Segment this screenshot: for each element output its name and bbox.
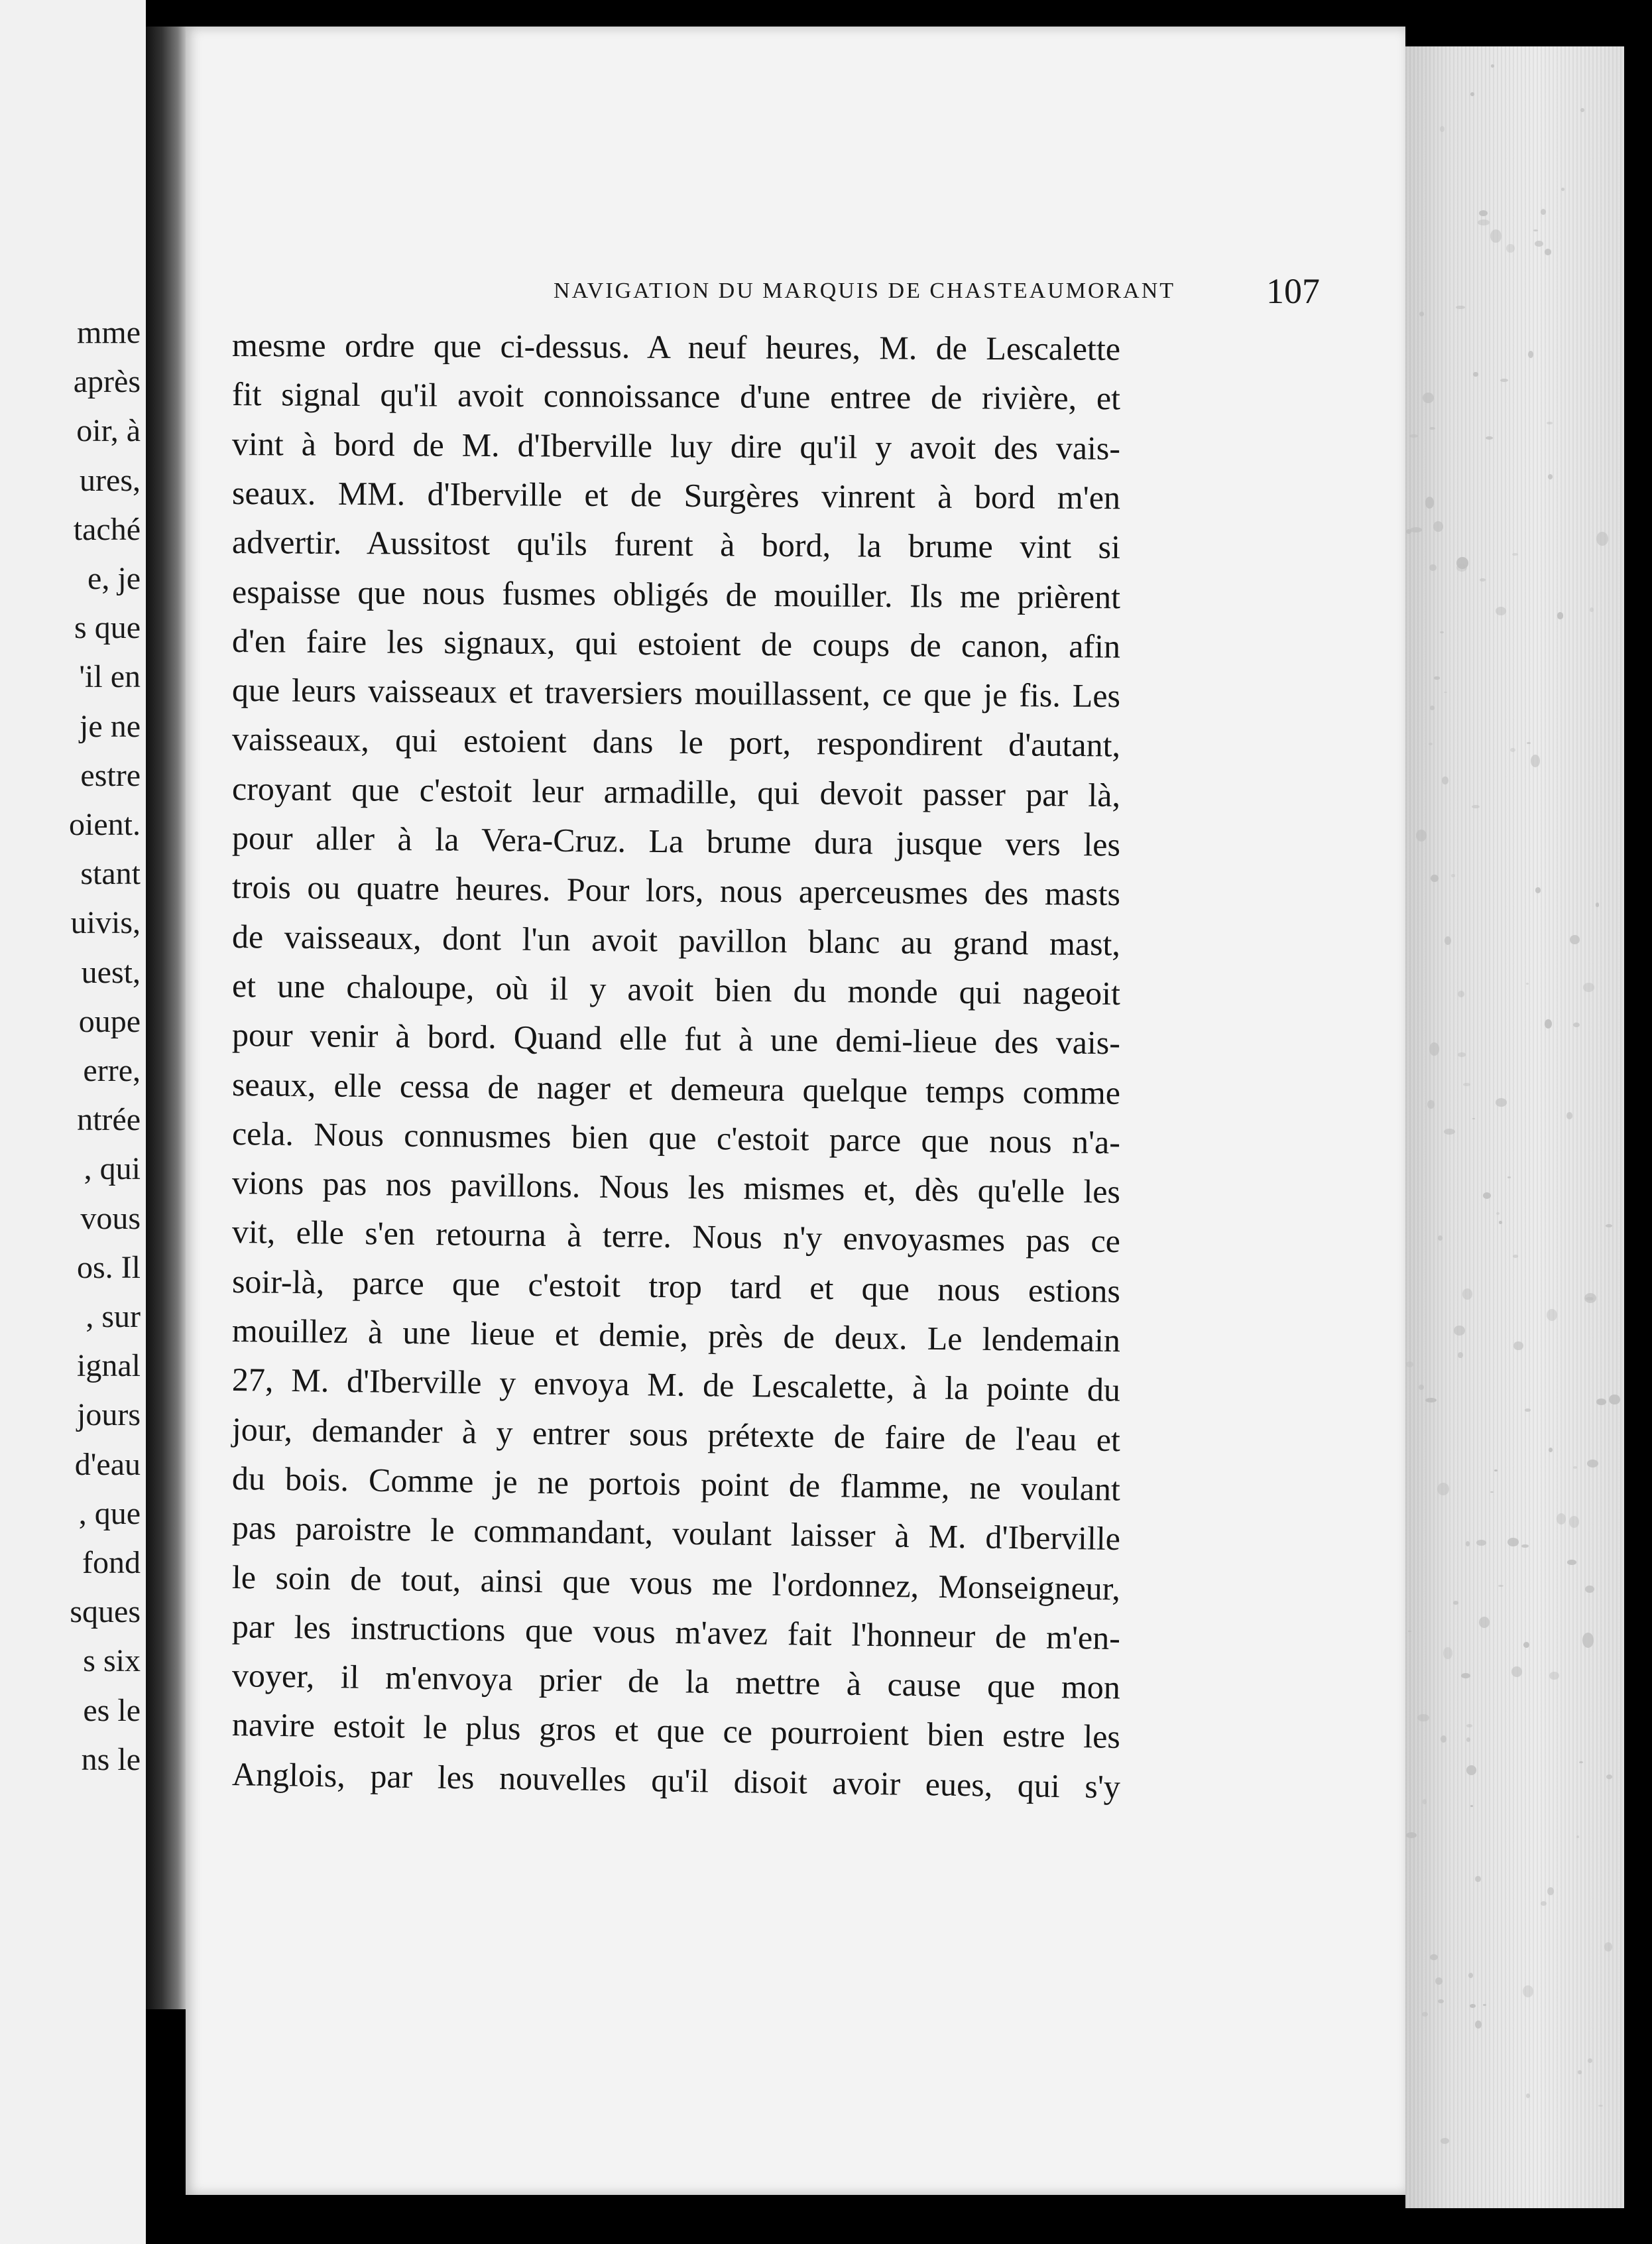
paper-speck	[1433, 521, 1443, 531]
paper-speck	[1547, 422, 1553, 424]
paper-speck	[1408, 1631, 1411, 1633]
paper-speck	[1458, 1352, 1463, 1358]
paper-speck	[1490, 229, 1502, 243]
paper-speck	[1470, 2004, 1476, 2008]
paper-speck	[1483, 2004, 1486, 2006]
paper-speck	[1557, 612, 1564, 619]
paper-speck	[1596, 903, 1599, 906]
paper-speck	[1483, 1192, 1491, 1199]
facing-page-line: stant	[80, 856, 141, 892]
paper-speck	[1479, 210, 1488, 216]
book-gutter	[146, 27, 186, 2009]
text-line: le soin de tout, ainsi que vous me l'ordonnez, Monseigneur,	[231, 1558, 1121, 1607]
book-page	[186, 27, 1405, 2195]
text-line: espaisse que nous fusmes obligés de mouiller. Ils me prièrent	[231, 572, 1121, 615]
paper-speck	[1585, 1586, 1594, 1593]
paper-speck	[1499, 1221, 1502, 1225]
paper-speck	[1549, 1672, 1559, 1680]
paper-speck	[1478, 219, 1489, 225]
paper-speck	[1476, 1540, 1486, 1546]
text-line: advertir. Aussitost qu'ils furent à bord, la brume vint si	[231, 523, 1121, 566]
paper-speck	[1527, 742, 1531, 744]
text-line: vit, elle s'en retourna à terre. Nous n'y envoyasmes pas ce	[231, 1213, 1121, 1260]
paper-speck	[1496, 1098, 1507, 1107]
paper-speck	[1566, 1112, 1572, 1119]
paper-speck	[1604, 1942, 1612, 1952]
text-line: fit signal qu'il avoit connoissance d'une entree de rivière, et	[231, 375, 1121, 417]
paper-speck	[1406, 1832, 1417, 1838]
paper-speck	[1416, 830, 1427, 842]
paper-speck	[1498, 1585, 1504, 1587]
facing-page-line: s que	[74, 610, 141, 646]
paper-speck	[1576, 1836, 1579, 1838]
paper-speck	[1475, 2021, 1482, 2028]
paper-speck	[1435, 1977, 1443, 1985]
paper-speck	[1451, 874, 1454, 877]
paper-speck	[1496, 1212, 1499, 1215]
paper-speck	[1512, 553, 1518, 556]
book-fore-edge	[1405, 46, 1624, 2208]
text-line: et une chaloupe, où il y avoit bien du monde qui nageoit	[231, 966, 1121, 1012]
paper-speck	[1557, 1513, 1566, 1524]
paper-speck	[1461, 1673, 1470, 1678]
text-line: croyant que c'estoit leur armadille, qui devoit passer par là,	[231, 769, 1121, 814]
facing-page-line: mme	[77, 315, 141, 350]
paper-speck	[1513, 1341, 1523, 1350]
facing-page-line: ns le	[81, 1741, 141, 1777]
paper-speck	[1466, 1541, 1470, 1546]
text-line: seaux, elle cessa de nager et demeura quelque temps comme	[231, 1065, 1121, 1111]
facing-page-line: uivis,	[70, 905, 141, 941]
paper-speck	[1523, 1642, 1529, 1648]
paper-speck	[1406, 1361, 1413, 1367]
text-line: navire estoit le plus gros et que ce pourroient bien estre les	[231, 1706, 1121, 1756]
paper-speck	[1463, 1083, 1470, 1086]
paper-speck	[1422, 2012, 1428, 2017]
facing-page-line: fond	[82, 1545, 141, 1580]
text-line: 27, M. d'Iberville y envoya M. de Lescalette, à la pointe du	[231, 1361, 1121, 1408]
paper-speck	[1569, 1516, 1579, 1528]
facing-page-line: , qui	[84, 1151, 141, 1187]
paper-speck	[1549, 1448, 1553, 1452]
paper-speck	[1429, 1042, 1439, 1056]
paper-speck	[1453, 1601, 1458, 1605]
paper-speck	[1535, 887, 1540, 893]
facing-page-line: es le	[83, 1692, 141, 1728]
paper-speck	[1526, 983, 1529, 985]
paper-speck	[1472, 805, 1480, 808]
facing-page-line: oient.	[69, 807, 141, 842]
paper-speck	[1590, 607, 1594, 612]
facing-page-line: ures,	[80, 462, 141, 498]
paper-speck	[1573, 1023, 1580, 1027]
paper-speck	[1609, 1395, 1620, 1405]
text-line: cela. Nous connusmes bien que c'estoit parce que nous n'a-	[231, 1114, 1121, 1161]
text-line: vint à bord de M. d'Iberville luy dire qu'il y avoit des vais-	[231, 424, 1121, 467]
facing-page-line: oupe	[78, 1003, 141, 1039]
paper-speck	[1541, 1901, 1547, 1906]
paper-speck	[1587, 1460, 1598, 1467]
paper-speck	[1596, 1399, 1606, 1405]
paper-speck	[1441, 2138, 1449, 2144]
facing-page-line: , que	[78, 1495, 141, 1531]
paper-speck	[1486, 436, 1493, 440]
paper-speck	[1490, 1491, 1494, 1493]
paper-speck	[1462, 1288, 1472, 1300]
paper-speck	[1442, 777, 1448, 784]
paper-speck	[1491, 64, 1495, 68]
paper-speck	[1470, 92, 1475, 96]
paper-speck	[1429, 564, 1437, 571]
text-line: du bois. Comme je ne portois point de flamme, ne voulant	[231, 1459, 1121, 1508]
paper-speck	[1606, 1775, 1612, 1779]
paper-speck	[1466, 1737, 1470, 1742]
facing-page-line: je ne	[80, 708, 141, 744]
paper-speck	[1533, 229, 1537, 231]
paper-speck	[1440, 126, 1445, 132]
paper-speck	[1440, 631, 1444, 633]
paper-speck	[1429, 427, 1435, 430]
text-line: Anglois, par les nouvelles qu'il disoit avoir eues, qui s'y	[231, 1755, 1121, 1806]
paper-speck	[1410, 527, 1422, 532]
paper-speck	[1430, 706, 1435, 710]
facing-page-line: ntrée	[77, 1102, 141, 1138]
page-number: 107	[1266, 271, 1320, 311]
paper-speck	[1578, 2070, 1581, 2074]
paper-speck	[1441, 1735, 1446, 1743]
facing-page-line: estre	[80, 757, 141, 793]
facing-page-line: erre,	[83, 1053, 141, 1088]
text-line: d'en faire les signaux, qui estoient de coups de canon, afin	[231, 621, 1121, 665]
paper-speck	[1423, 393, 1434, 403]
paper-speck	[1531, 755, 1540, 767]
text-line: soir-là, parce que c'estoit trop tard et que nous estions	[231, 1262, 1121, 1310]
paper-speck	[1431, 875, 1439, 882]
paper-speck	[1535, 241, 1543, 247]
facing-page-line: sques	[70, 1594, 141, 1630]
text-line: mesme ordre que ci-dessus. A neuf heures, M. de Lescalette	[231, 326, 1121, 367]
facing-page-left	[0, 0, 146, 2244]
facing-page-line: 'il en	[79, 659, 141, 695]
paper-speck	[1443, 1647, 1452, 1659]
text-line: pas paroistre le commandant, voulant laisser à M. d'Iberville	[231, 1509, 1121, 1558]
text-line: vaisseaux, qui estoient dans le port, respondirent d'autant,	[231, 720, 1121, 764]
paper-speck	[1423, 1799, 1427, 1804]
paper-speck	[1456, 306, 1465, 310]
paper-speck	[1588, 2058, 1592, 2063]
paper-speck	[1513, 1255, 1518, 1258]
paper-speck	[1479, 1617, 1490, 1629]
paper-speck	[1541, 209, 1546, 215]
facing-page-line: jours	[77, 1397, 141, 1433]
facing-page-line: taché	[73, 511, 141, 547]
paper-speck	[1454, 1326, 1464, 1335]
paper-speck	[1510, 748, 1515, 752]
paper-speck	[1521, 1544, 1529, 1548]
paper-speck	[1472, 1118, 1475, 1119]
paper-speck	[1429, 743, 1433, 745]
text-line: jour, demander à y entrer sous prétexte de faire de l'eau et	[231, 1410, 1121, 1458]
text-line: pour venir à bord. Quand elle fut à une demi-lieue des vais-	[231, 1016, 1121, 1062]
paper-speck	[1458, 991, 1464, 997]
paper-speck	[1425, 1398, 1437, 1402]
paper-speck	[1500, 379, 1508, 382]
paper-speck	[1430, 1954, 1437, 1960]
text-line: trois ou quatre heures. Pour lors, nous aperceusmes des masts	[231, 868, 1121, 913]
text-line: pour aller à la Vera-Cruz. La brume dura jusque vers les	[231, 819, 1121, 863]
paper-speck	[1419, 312, 1424, 316]
text-line: par les instructions que vous m'avez fait l'honneur de m'en-	[231, 1607, 1121, 1656]
paper-speck	[1437, 1483, 1449, 1495]
paper-speck	[1473, 372, 1478, 377]
paper-speck	[1579, 1761, 1583, 1763]
paper-speck	[1561, 188, 1564, 191]
paper-speck	[1567, 1560, 1576, 1565]
paper-speck	[1419, 1385, 1424, 1390]
paper-speck	[1573, 1466, 1577, 1468]
paper-speck	[1406, 529, 1411, 534]
paper-speck	[1598, 2105, 1602, 2107]
paper-speck	[1444, 692, 1447, 693]
paper-speck	[1470, 1805, 1473, 1807]
text-line: voyer, il m'envoya prier de la mettre à cause que mon	[231, 1656, 1121, 1706]
paper-speck	[1480, 578, 1486, 582]
paper-speck	[1547, 1309, 1557, 1321]
paper-speck	[1583, 983, 1594, 992]
paper-speck	[1466, 1765, 1476, 1775]
paper-speck	[1525, 1408, 1531, 1412]
paper-speck	[1596, 532, 1608, 546]
paper-speck	[1506, 244, 1514, 253]
paper-speck	[1545, 249, 1552, 255]
facing-page-line: uest,	[81, 954, 141, 990]
text-line: que leurs vaisseaux et traversiers mouillassent, ce que je fis. Les	[231, 671, 1121, 715]
paper-speck	[1434, 676, 1439, 679]
facing-page-line: ignal	[77, 1348, 141, 1384]
paper-speck	[1545, 1019, 1552, 1028]
paper-speck	[1582, 1633, 1594, 1648]
facing-page-line: vous	[80, 1200, 141, 1236]
paper-speck	[1511, 1666, 1523, 1677]
paper-speck	[1547, 1887, 1553, 1895]
paper-speck	[1425, 497, 1434, 509]
facing-page-line: e, je	[88, 561, 141, 596]
paper-speck	[1496, 607, 1506, 615]
paper-speck	[1438, 1235, 1443, 1241]
text-line: mouillez à une lieue et demie, près de deux. Le lendemain	[231, 1312, 1121, 1359]
facing-page-line: os. Il	[77, 1249, 141, 1285]
paper-speck	[1458, 1052, 1466, 1057]
paper-speck	[1466, 1724, 1472, 1728]
paper-speck	[1580, 108, 1584, 113]
facing-page-line: s six	[83, 1643, 141, 1679]
text-line: de vaisseaux, dont l'un avoit pavillon blanc au grand mast,	[231, 917, 1121, 963]
paper-speck	[1606, 1224, 1612, 1227]
text-line: seaux. MM. d'Iberville et de Surgères vinrent à bord m'en	[231, 473, 1121, 517]
paper-speck	[1475, 1876, 1481, 1882]
paper-speck	[1409, 434, 1418, 438]
paper-speck	[1526, 2093, 1530, 2098]
paper-speck	[1494, 1469, 1498, 1472]
paper-speck	[1456, 557, 1468, 569]
paper-speck	[1417, 1714, 1429, 1722]
paper-speck	[1528, 351, 1533, 358]
paper-speck	[1445, 936, 1451, 946]
facing-page-line: après	[73, 364, 141, 400]
text-line: vions pas nos pavillons. Nous les mismes et, dès qu'elle les	[231, 1164, 1121, 1210]
paper-speck	[1584, 1293, 1596, 1303]
paper-speck	[1570, 935, 1580, 944]
paper-speck	[1507, 1176, 1511, 1178]
paper-speck	[1438, 1999, 1444, 2003]
paper-speck	[1427, 1100, 1434, 1109]
facing-page-line: d'eau	[74, 1446, 141, 1482]
facing-page-line: oir, à	[76, 413, 141, 449]
paper-speck	[1523, 1985, 1533, 1997]
paper-speck	[1444, 1129, 1455, 1135]
running-head: NAVIGATION DU MARQUIS DE CHASTEAUMORANT	[554, 279, 1176, 303]
paper-speck	[1548, 474, 1553, 479]
paper-speck	[1468, 1973, 1473, 1978]
facing-page-line: , sur	[86, 1299, 141, 1334]
paper-speck	[1507, 1538, 1518, 1546]
